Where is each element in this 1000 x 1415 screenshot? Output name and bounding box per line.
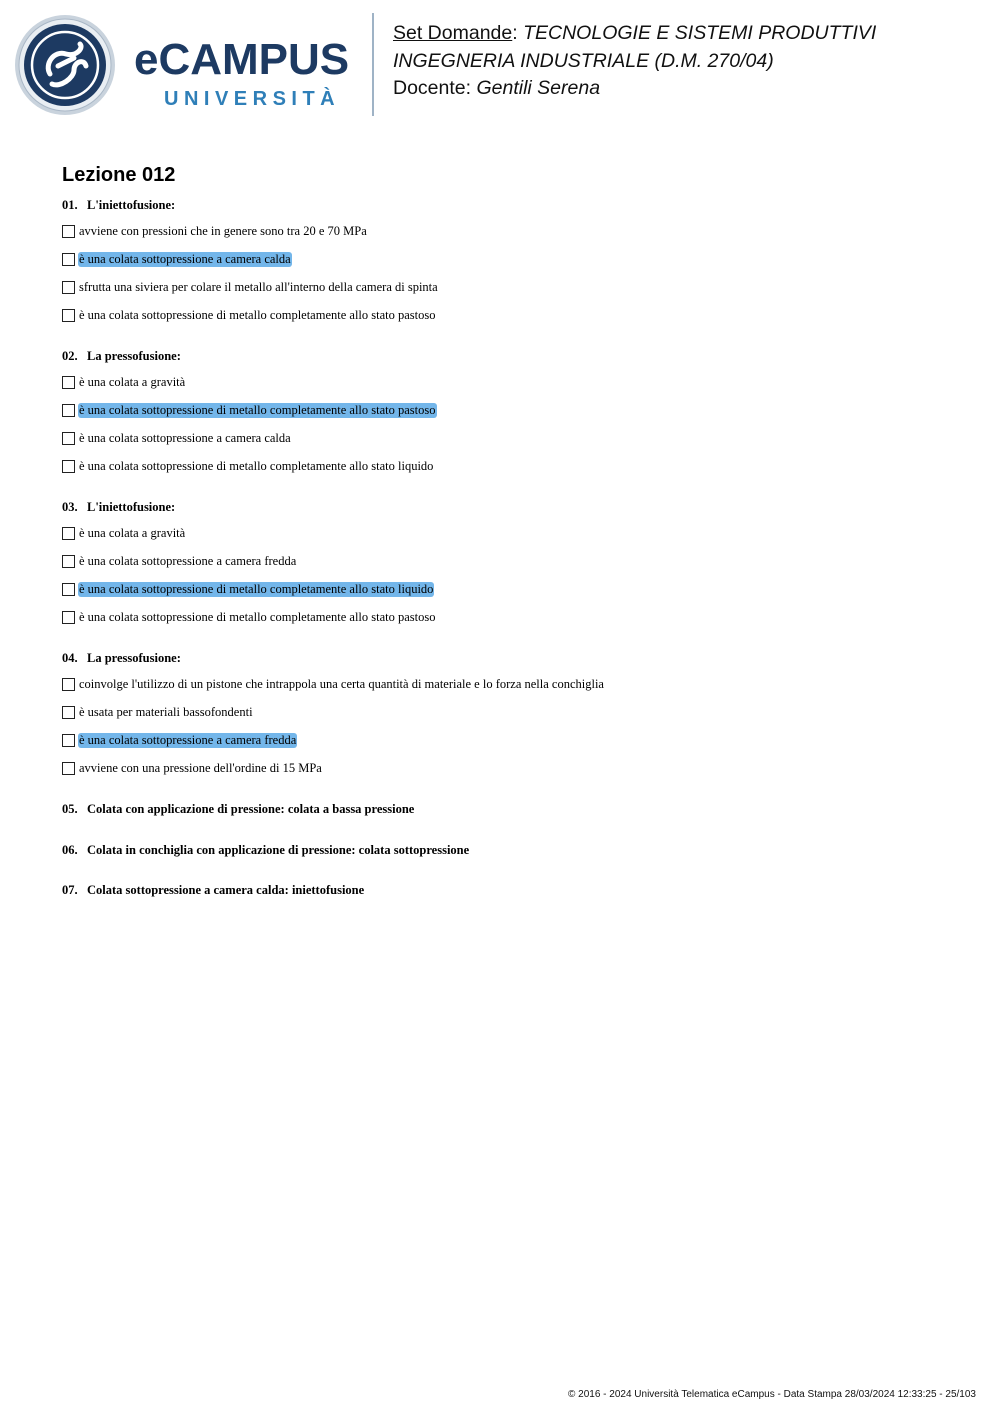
answer-option[interactable] <box>62 375 437 403</box>
answer-option[interactable] <box>62 526 437 554</box>
page-footer: © 2016 - 2024 Università Telematica eCampus - Data Stampa 28/03/2024 12:33:25 - 25/103 <box>568 1389 976 1400</box>
answer-checkbox[interactable] <box>62 706 75 719</box>
answer-option[interactable] <box>62 403 437 431</box>
question-text: La pressofusione: <box>87 349 181 363</box>
answer-text: è una colata sottopressione a camera calda <box>79 431 291 445</box>
question-number: 05. <box>62 802 78 816</box>
question-01 <box>62 197 439 336</box>
lesson-title: Lezione 012 <box>62 164 176 186</box>
set-line <box>393 20 876 48</box>
question-text: L'iniettofusione: <box>87 198 176 212</box>
course-subtitle: INGEGNERIA INDUSTRIALE (D.M. 270/04) <box>393 49 774 72</box>
answer-list <box>62 677 605 789</box>
question-number: 01. <box>62 198 78 212</box>
answer-text: è una colata a gravità <box>79 526 186 540</box>
question-text: Colata sottopressione a camera calda: iniettofusione <box>87 883 365 897</box>
answer-option[interactable] <box>62 733 605 761</box>
answer-checkbox[interactable] <box>62 734 75 747</box>
question-text: La pressofusione: <box>87 651 181 665</box>
university-seal-icon <box>14 14 116 116</box>
question-header <box>62 650 605 666</box>
question-number: 07. <box>62 883 78 897</box>
answer-option[interactable] <box>62 280 439 308</box>
question-04 <box>62 650 605 789</box>
answer-text: è una colata sottopressione di metallo completamente allo stato pastoso <box>79 403 436 417</box>
question-text: Colata con applicazione di pressione: colata a bassa pressione <box>87 802 415 816</box>
question-text: L'iniettofusione: <box>87 500 176 514</box>
question-06 <box>62 842 469 858</box>
answer-checkbox[interactable] <box>62 460 75 473</box>
answer-checkbox[interactable] <box>62 376 75 389</box>
answer-text: sfrutta una siviera per colare il metallo all'interno della camera di spinta <box>79 280 438 294</box>
answer-checkbox[interactable] <box>62 253 75 266</box>
answer-text: è una colata sottopressione a camera calda <box>79 252 291 266</box>
question-header <box>62 801 414 817</box>
answer-checkbox[interactable] <box>62 432 75 445</box>
answer-checkbox[interactable] <box>62 309 75 322</box>
answer-text: è una colata sottopressione di metallo completamente allo stato pastoso <box>79 610 436 624</box>
answer-text: è una colata a gravità <box>79 375 186 389</box>
question-03 <box>62 499 437 638</box>
answer-option[interactable] <box>62 554 437 582</box>
answer-text: è una colata sottopressione di metallo completamente allo stato pastoso <box>79 308 436 322</box>
answer-text: è una colata sottopressione a camera fredda <box>79 554 297 568</box>
question-header <box>62 842 469 858</box>
answer-option[interactable] <box>62 582 437 610</box>
answer-checkbox[interactable] <box>62 281 75 294</box>
answer-list <box>62 224 439 336</box>
set-label: Set Domande <box>393 22 513 44</box>
question-number: 03. <box>62 500 78 514</box>
answer-text: avviene con una pressione dell'ordine di 15 MPa <box>79 761 322 775</box>
answer-checkbox[interactable] <box>62 762 75 775</box>
question-header <box>62 348 437 364</box>
teacher-line <box>393 75 876 103</box>
answer-checkbox[interactable] <box>62 611 75 624</box>
question-07 <box>62 882 364 898</box>
answer-checkbox[interactable] <box>62 404 75 417</box>
logo-subtitle: UNIVERSITÀ <box>164 88 341 110</box>
answer-option[interactable] <box>62 677 605 705</box>
document-header <box>393 20 876 103</box>
answer-list <box>62 375 437 487</box>
teacher-name: Gentili Serena <box>476 77 601 99</box>
answer-option[interactable] <box>62 705 605 733</box>
answer-text: avviene con pressioni che in genere sono tra 20 e 70 MPa <box>79 224 367 238</box>
ecampus-logo <box>14 14 359 118</box>
question-number: 04. <box>62 651 78 665</box>
question-number: 02. <box>62 349 78 363</box>
question-header <box>62 882 364 898</box>
answer-text: è una colata sottopressione di metallo completamente allo stato liquido <box>79 582 434 596</box>
question-header <box>62 499 437 515</box>
header-divider <box>372 13 374 116</box>
answer-option[interactable] <box>62 224 439 252</box>
answer-text: coinvolge l'utilizzo di un pistone che intrappola una certa quantità di materiale e lo forza nella conchiglia <box>79 677 604 691</box>
answer-option[interactable] <box>62 308 439 336</box>
answer-checkbox[interactable] <box>62 583 75 596</box>
answer-checkbox[interactable] <box>62 527 75 540</box>
answer-checkbox[interactable] <box>62 678 75 691</box>
question-number: 06. <box>62 843 78 857</box>
question-02 <box>62 348 437 487</box>
answer-text: è una colata sottopressione a camera fredda <box>79 733 297 747</box>
logo-wordmark: eCAMPUS <box>134 35 350 84</box>
answer-checkbox[interactable] <box>62 555 75 568</box>
answer-list <box>62 526 437 638</box>
answer-option[interactable] <box>62 610 437 638</box>
answer-option[interactable] <box>62 761 605 789</box>
answer-option[interactable] <box>62 252 439 280</box>
answer-option[interactable] <box>62 459 437 487</box>
set-separator: : <box>512 22 518 44</box>
answer-checkbox[interactable] <box>62 225 75 238</box>
question-header <box>62 197 439 213</box>
question-05 <box>62 801 414 817</box>
course-title: TECNOLOGIE E SISTEMI PRODUTTIVI <box>523 22 877 44</box>
question-text: Colata in conchiglia con applicazione di pressione: colata sottopressione <box>87 843 470 857</box>
answer-text: è usata per materiali bassofondenti <box>79 705 253 719</box>
answer-text: è una colata sottopressione di metallo completamente allo stato liquido <box>79 459 434 473</box>
answer-option[interactable] <box>62 431 437 459</box>
teacher-label: Docente: <box>393 77 472 99</box>
